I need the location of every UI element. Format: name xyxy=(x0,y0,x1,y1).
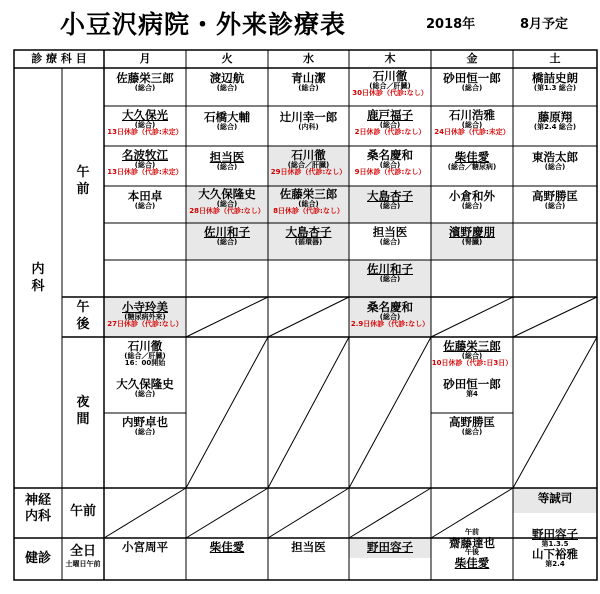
doctor-name: 石川徹 xyxy=(291,148,326,162)
doctor-name: 濱野慶朋 xyxy=(449,225,495,239)
doctor-cell xyxy=(349,301,431,329)
doctor-dept: (総合) xyxy=(134,389,156,398)
doctor-cell xyxy=(186,188,268,216)
month-label: 8月予定 xyxy=(520,17,569,32)
doctor-name: 佐藤栄三郎 xyxy=(116,71,174,85)
absence-note: 13日休診（代診:未定） xyxy=(107,128,183,137)
doctor-dept: (糖尿病外来) xyxy=(124,312,166,321)
doctor-cell xyxy=(431,190,513,210)
doctor-dept: (総合) xyxy=(216,83,238,92)
day-fri: 金 xyxy=(466,52,478,65)
doctor-cell xyxy=(349,190,431,210)
doctor-dept: (総合) xyxy=(134,201,156,210)
doctor-dept: (総合) xyxy=(379,312,401,321)
doctor-name: 大久保隆史 xyxy=(116,377,174,391)
doctor-dept: (総合) xyxy=(216,237,238,246)
doctor-cell xyxy=(186,226,268,246)
doctor-cell xyxy=(431,340,513,368)
doctor-dept: (総合／肝臓) xyxy=(287,160,330,169)
doctor-cell xyxy=(104,340,186,368)
doctor-name: 名波牧江 xyxy=(122,148,168,162)
day-sat: 土 xyxy=(549,52,561,65)
doctor-dept: (総合／糖尿病) xyxy=(447,162,497,171)
doctor-cell xyxy=(268,188,349,216)
doctor-dept: (総合) xyxy=(379,120,401,129)
doctor-name: 佐川和子 xyxy=(204,225,250,239)
doctor-name: 大久保隆史 xyxy=(198,187,256,201)
doctor-name: 担当医 xyxy=(209,150,245,164)
doctor-name: 石川浩雅 xyxy=(449,108,495,122)
doctor-name: 本田卓 xyxy=(127,189,163,203)
doctor-name: 高野勝匡 xyxy=(449,415,495,429)
doctor-cell xyxy=(431,226,513,246)
doctor-dept: (総合) xyxy=(461,427,483,436)
doctor-name: 柴佳愛 xyxy=(209,540,245,554)
doctor-dept: (総合) xyxy=(461,351,483,360)
doctor-cell xyxy=(104,109,186,137)
absence-note: 13日休診（代診:未定） xyxy=(107,168,183,177)
yakan-label: 夜 間 xyxy=(76,395,90,427)
doctor-dept: (総合) xyxy=(379,274,401,283)
absence-note: 24日休診（代診:未定） xyxy=(434,128,510,137)
doctor-name: 佐藤栄三郎 xyxy=(279,187,338,201)
doctor-name: 等誠司 xyxy=(537,491,573,505)
day-thu: 木 xyxy=(384,52,396,65)
doctor-name: 桑名慶和 xyxy=(367,148,413,162)
doctor-name: 橋詰史朗 xyxy=(532,71,578,85)
gogo-label: 午 後 xyxy=(76,300,90,332)
doctor-name: 大久保光 xyxy=(122,108,168,122)
kenshin-label: 健診 xyxy=(24,551,51,566)
doctor-cell xyxy=(104,301,186,329)
doctor-dept: (第1.3 総合) xyxy=(533,83,577,92)
naika-label: 内 科 xyxy=(31,262,45,294)
start-time: 16：00開始 xyxy=(124,359,166,368)
doctor-name: 砂田恒一郎 xyxy=(443,377,501,391)
doctor-cell xyxy=(104,149,186,177)
doctor-dept: (総合) xyxy=(134,83,156,92)
absence-note: 27日休診（代診:なし） xyxy=(107,320,183,329)
doctor-cell xyxy=(186,111,268,131)
doctor-cell xyxy=(513,111,597,131)
doctor-dept: (腎臓) xyxy=(461,237,483,246)
doctor-name: 小寺玲美 xyxy=(122,300,168,314)
doctor-name: 野田容子 xyxy=(532,527,578,541)
absence-note: 8日休診（代診:なし） xyxy=(273,207,344,216)
doctor-dept: (総合／肝臓) xyxy=(124,351,166,360)
doctor-cell xyxy=(186,151,268,171)
doctor-cell xyxy=(349,109,431,137)
doctor-name: 砂田恒一郎 xyxy=(443,71,501,85)
doctor-dept: 第4 xyxy=(466,389,478,398)
doctor-name: 桑名慶和 xyxy=(367,300,413,314)
time-label: 午前 xyxy=(465,528,479,536)
doctor-name: 辻川幸一郎 xyxy=(279,110,338,124)
doctor-name: 山下裕雅 xyxy=(532,547,578,562)
doctor-cell xyxy=(431,378,513,398)
doctor-cell xyxy=(431,529,513,570)
doctor-dept: (総合) xyxy=(461,201,483,210)
doctor-name: 石橋大輔 xyxy=(204,110,250,124)
doctor-name: 小宮周平 xyxy=(122,540,168,554)
doctor-cell xyxy=(349,149,431,177)
doctor-cell xyxy=(513,190,597,210)
doctor-cell xyxy=(104,416,186,436)
doctor-cell xyxy=(349,263,431,283)
doctor-name: 野田容子 xyxy=(367,540,413,554)
doctor-cell xyxy=(513,151,597,171)
doctor-cell xyxy=(431,416,513,436)
doctor-cell xyxy=(268,111,349,131)
doctor-dept: (内科) xyxy=(298,122,319,131)
doctor-name: 大島杏子 xyxy=(285,225,332,239)
absence-note: 29日休診（代診:なし） xyxy=(270,168,347,177)
doctor-dept: (総合) xyxy=(461,120,483,129)
doctor-dept: (総合) xyxy=(134,160,156,169)
doctor-dept: (総合) xyxy=(544,201,566,210)
doctor-name: 佐川和子 xyxy=(367,262,413,276)
week-note: 第2.4 xyxy=(545,559,565,568)
doctor-dept: (総合) xyxy=(379,237,401,246)
doctor-name: 柴佳愛 xyxy=(454,150,490,164)
doctor-name: 東浩太郎 xyxy=(532,150,578,164)
absence-note: 9日休診（代診:なし） xyxy=(354,168,426,177)
doctor-dept: (総合) xyxy=(134,120,156,129)
doctor-dept: (総合) xyxy=(216,199,238,208)
absence-note: 2日休診（代診:なし） xyxy=(354,128,426,137)
doctor-name: 担当医 xyxy=(291,540,326,554)
year-label: 2018年 xyxy=(426,17,476,32)
doctor-dept: (総合) xyxy=(461,83,483,92)
doctor-name: 担当医 xyxy=(372,225,408,239)
doctor-cell xyxy=(513,528,597,569)
doctor-cell xyxy=(349,226,431,246)
doctor-name: 佐藤栄三郎 xyxy=(443,339,501,353)
gozen-label: 午 前 xyxy=(76,165,90,197)
day-wed: 水 xyxy=(303,52,314,65)
corner-label: 診 療 科 目 xyxy=(31,52,87,65)
doctor-cell xyxy=(268,226,349,246)
doctor-name: 柴佳愛 xyxy=(454,556,490,571)
doctor-dept: (総合) xyxy=(216,122,238,131)
zenjitsu-note: 土曜日午前 xyxy=(65,560,101,568)
day-tue: 火 xyxy=(221,52,233,65)
doctor-dept: (循環器) xyxy=(294,237,323,246)
week-note: 第1.3.5 xyxy=(541,539,569,548)
doctor-cell xyxy=(104,72,186,92)
absence-note: 2.9日休診（代診:なし） xyxy=(350,320,430,329)
doctor-name: 小倉和外 xyxy=(449,189,495,203)
doctor-cell xyxy=(104,190,186,210)
doctor-cell xyxy=(431,109,513,137)
doctor-name: 高野勝匡 xyxy=(532,189,578,203)
doctor-name: 青山潔 xyxy=(291,71,326,85)
doctor-name: 石川徹 xyxy=(127,339,163,353)
page-title: 小豆沢病院・外来診療表 xyxy=(60,10,347,39)
doctor-cell xyxy=(268,149,349,177)
doctor-name: 大島杏子 xyxy=(367,189,413,203)
doctor-name: 齋藤達也 xyxy=(449,535,495,550)
doctor-dept: (第2.4 総合) xyxy=(533,122,577,131)
doctor-name: 石川徹 xyxy=(372,69,408,83)
doctor-cell xyxy=(104,378,186,398)
shinkei-label: 神経 内科 xyxy=(24,493,51,524)
zenjitsu-label: 全日 xyxy=(69,544,96,559)
time-label: 午後 xyxy=(465,548,479,557)
doctor-name: 内野卓也 xyxy=(122,415,168,429)
day-mon: 月 xyxy=(139,52,151,65)
doctor-dept: (総合) xyxy=(544,162,566,171)
doctor-dept: (総合) xyxy=(379,201,401,210)
absence-note: 10日休診（代診:日3日） xyxy=(431,359,513,368)
doctor-cell xyxy=(431,151,513,171)
doctor-dept: (総合) xyxy=(379,160,401,169)
doctor-dept: (総合) xyxy=(298,199,319,208)
doctor-cell xyxy=(349,70,431,98)
doctor-cell xyxy=(186,72,268,92)
doctor-dept: (総合) xyxy=(298,83,319,92)
doctor-dept: (総合) xyxy=(134,427,156,436)
doctor-cell xyxy=(431,72,513,92)
doctor-name: 渡辺航 xyxy=(209,71,245,85)
doctor-cell xyxy=(268,72,349,92)
doctor-dept: (総合) xyxy=(216,162,238,171)
doctor-cell xyxy=(513,72,597,92)
doctor-name: 藤原翔 xyxy=(537,110,573,124)
absence-note: 30日休診（代診:なし） xyxy=(352,89,428,98)
doctor-name: 鹿戸福子 xyxy=(367,108,413,122)
doctor-dept: (総合／肝臓) xyxy=(369,81,411,90)
absence-note: 28日休診（代診:なし） xyxy=(189,207,265,216)
shinkei-gozen-label: 午前 xyxy=(69,504,96,519)
